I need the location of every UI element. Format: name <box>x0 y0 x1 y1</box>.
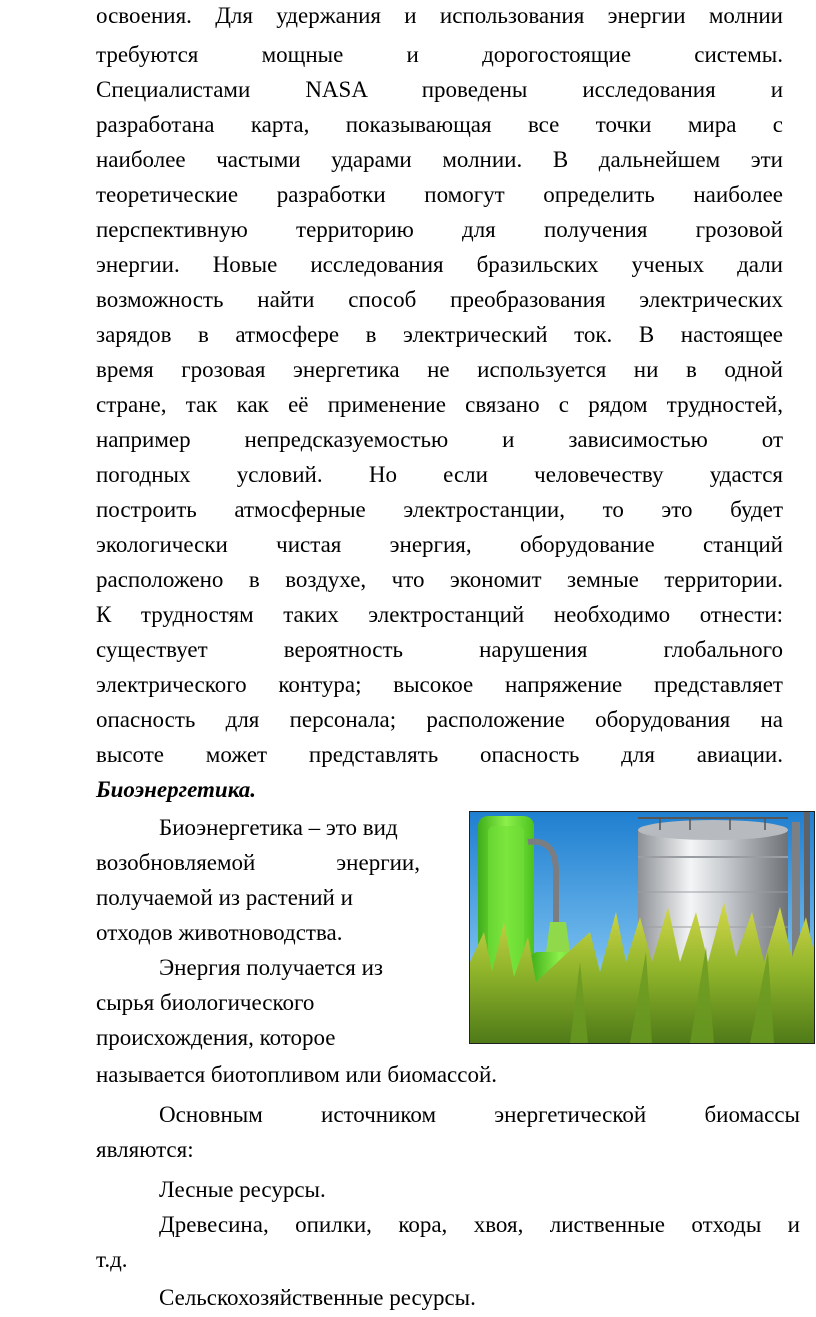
float-line: Биоэнергетика – это вид <box>159 815 398 840</box>
text-line: освоения. Для удержания и использования энергии молнии <box>96 3 783 28</box>
text-line: требуются мощные и дорогостоящие системы. <box>96 42 783 67</box>
text-line: К трудностям таких электростанций необходимо отнести: <box>96 602 783 627</box>
float-line: Энергия получается из <box>159 955 384 980</box>
text-line: существует вероятность нарушения глобального <box>96 637 783 662</box>
paragraph-wood-line: Древесина, опилки, кора, хвоя, лиственные отходы и <box>159 1212 800 1237</box>
float-line: отходов животноводства. <box>96 920 343 945</box>
text-line: возможность найти способ преобразования электрических <box>96 287 783 312</box>
float-line: получаемой из растений и <box>96 885 353 910</box>
list-item: Лесные ресурсы. <box>159 1177 326 1202</box>
text-line: построить атмосферные электростанции, то это будет <box>96 497 783 522</box>
text-line: время грозовая энергетика не используется ни в одной <box>96 357 783 382</box>
paragraph-source-line: Основным источником энергетической биомассы <box>159 1102 800 1127</box>
text-line: называется биотопливом или биомассой. <box>96 1062 498 1087</box>
paragraph-wood-line: т.д. <box>96 1247 128 1272</box>
text-line: энергии. Новые исследования бразильских ученых дали <box>96 252 783 277</box>
text-line: погодных условий. Но если человечеству удастся <box>96 462 783 487</box>
text-line: теоретические разработки помогут определить наиболее <box>96 182 783 207</box>
bioenergy-illustration <box>469 811 815 1044</box>
text-line: перспективную территорию для получения грозовой <box>96 217 783 242</box>
text-line: опасность для персонала; расположение оборудования на <box>96 707 783 732</box>
float-line: происхождения, которое <box>96 1025 336 1050</box>
text-line: экологически чистая энергия, оборудование станций <box>96 532 783 557</box>
float-line: возобновляемой энергии, <box>96 850 420 875</box>
text-line: зарядов в атмосфере в электрический ток. В настоящее <box>96 322 783 347</box>
section-heading: Биоэнергетика. <box>96 777 257 802</box>
text-line: стране, так как её применение связано с рядом трудностей, <box>96 392 783 417</box>
text-line: электрического контура; высокое напряжение представляет <box>96 672 783 697</box>
text-line: наиболее частыми ударами молнии. В дальнейшем эти <box>96 147 783 172</box>
list-item: Сельскохозяйственные ресурсы. <box>159 1285 476 1310</box>
text-line: например непредсказуемостью и зависимостью от <box>96 427 783 452</box>
paragraph-source-line: являются: <box>96 1137 194 1162</box>
text-line: разработана карта, показывающая все точки мира с <box>96 112 783 137</box>
text-line: Специалистами NASA проведены исследования и <box>96 77 783 102</box>
float-line: сырья биологического <box>96 990 315 1015</box>
text-line: расположено в воздухе, что экономит земные территории. <box>96 567 783 592</box>
text-line: высоте может представлять опасность для авиации. <box>96 742 783 767</box>
